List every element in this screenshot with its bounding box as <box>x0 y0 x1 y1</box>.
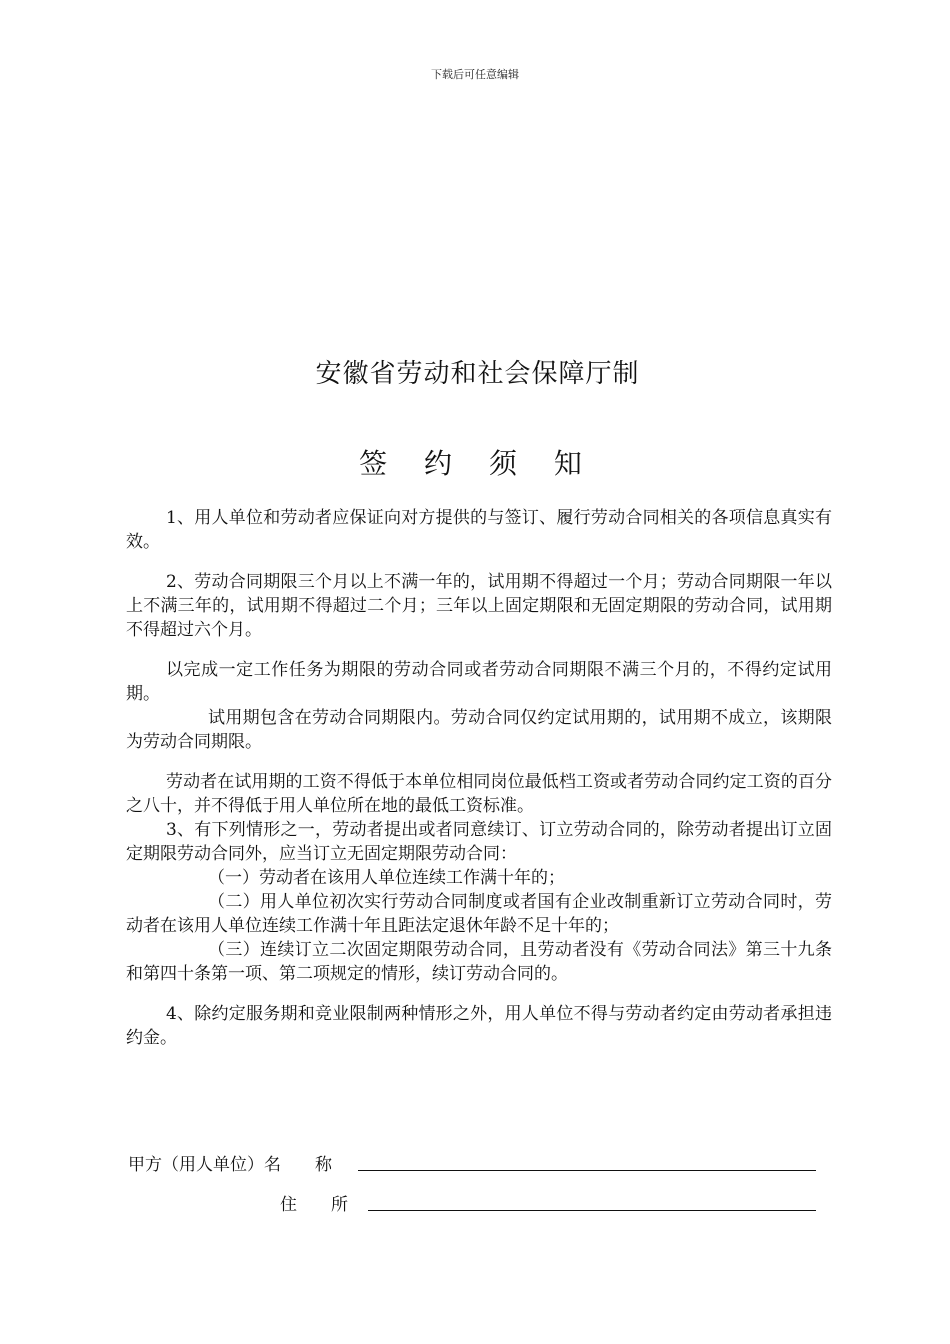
party-a-name-blank[interactable] <box>358 1170 816 1171</box>
page-header-note: 下载后可任意编辑 <box>431 68 519 81</box>
list-item-2: （二）用人单位初次实行劳动合同制度或者国有企业改制重新订立劳动合同时，劳动者在该用人单位连续工作满十年且距法定退休年龄不足十年的； <box>126 892 832 936</box>
party-a-address-blank[interactable] <box>368 1210 816 1211</box>
party-a-address-label: 住 所 <box>280 1195 348 1215</box>
paragraph-probation-included: 试用期包含在劳动合同期限内。劳动合同仅约定试用期的，试用期不成立，该期限为劳动合同期限。 <box>126 708 832 752</box>
issuing-organization: 安徽省劳动和社会保障厅制 <box>315 359 640 389</box>
paragraph-4: 4、除约定服务期和竞业限制两种情形之外，用人单位不得与劳动者约定由劳动者承担违约金。 <box>126 1004 832 1048</box>
list-item-1: （一）劳动者在该用人单位连续工作满十年的； <box>208 868 565 888</box>
party-a-name-label: 甲方（用人单位）名 称 <box>128 1155 332 1175</box>
document-body <box>126 506 832 1050</box>
paragraph-2: 2、劳动合同期限三个月以上不满一年的，试用期不得超过一个月；劳动合同期限一年以上不满三年的，试用期不得超过二个月；三年以上固定期限和无固定期限的劳动合同，试用期不得超过六个月。 <box>126 572 832 640</box>
document-title: 签 约 须 知 <box>359 447 596 480</box>
list-item-3: （三）连续订立二次固定期限劳动合同，且劳动者没有《劳动合同法》第三十九条和第四十条第一项、第二项规定的情形，续订劳动合同的。 <box>126 940 832 984</box>
paragraph-1: 1、用人单位和劳动者应保证向对方提供的与签订、履行劳动合同相关的各项信息真实有效。 <box>126 508 832 552</box>
paragraph-probation-wage: 劳动者在试用期的工资不得低于本单位相同岗位最低档工资或者劳动合同约定工资的百分之八十，并不得低于用人单位所在地的最低工资标准。 <box>126 772 832 816</box>
party-a-address-row <box>128 1190 828 1216</box>
paragraph-3: 3、有下列情形之一，劳动者提出或者同意续订、订立劳动合同的，除劳动者提出订立固定期限劳动合同外，应当订立无固定期限劳动合同： <box>126 820 832 864</box>
paragraph-probation-exclusion: 以完成一定工作任务为期限的劳动合同或者劳动合同期限不满三个月的，不得约定试用期。 <box>126 660 832 704</box>
party-a-name-row <box>128 1150 828 1176</box>
